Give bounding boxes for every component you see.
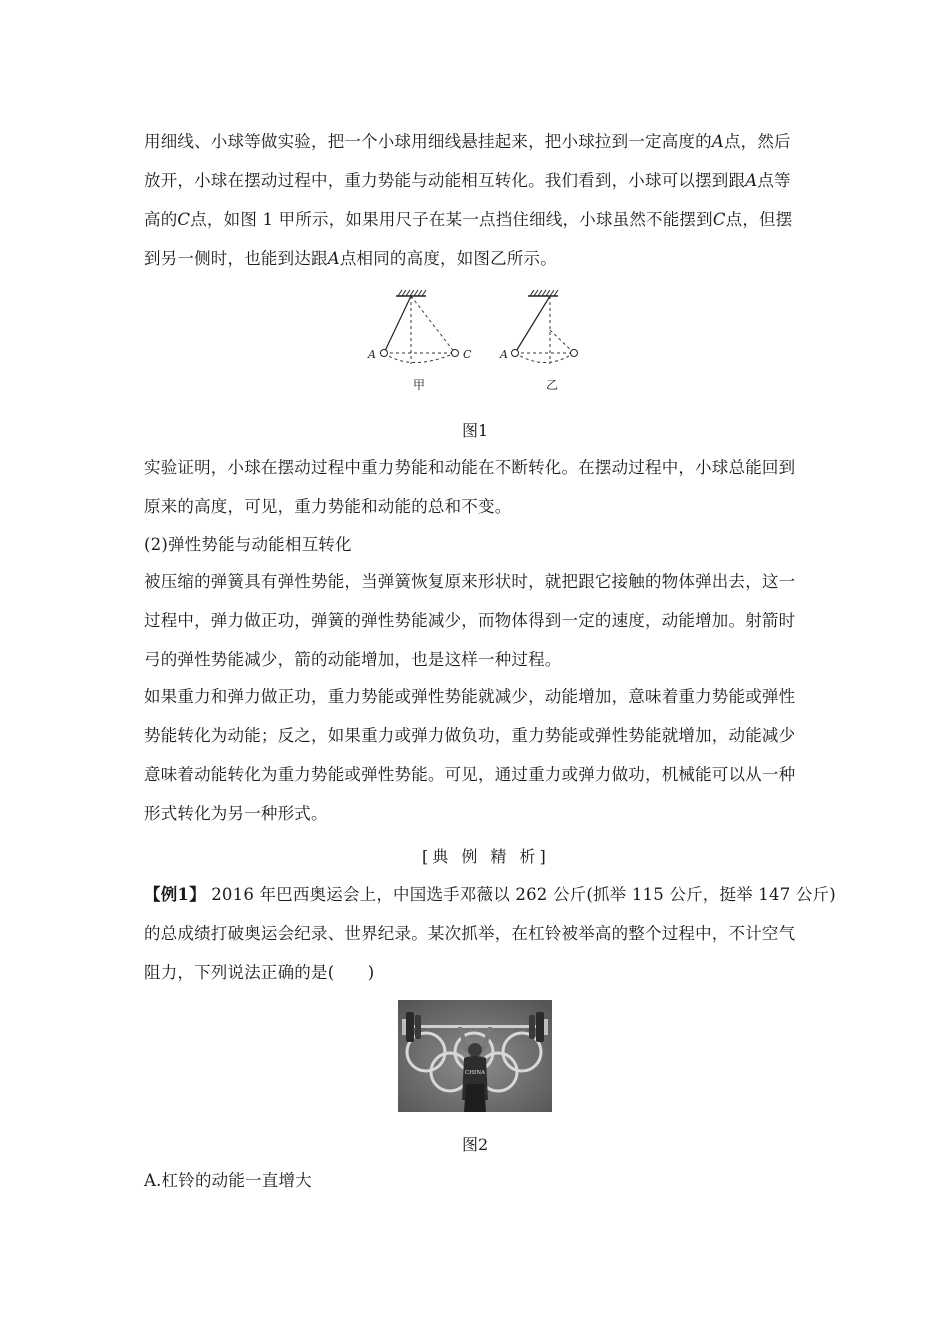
text-run: 2016 年巴西奥运会上，中国选手邓薇以 262 公斤(抓举 115 公斤，挺举 147 公斤)	[205, 885, 836, 904]
label-jia: 甲	[413, 378, 426, 392]
paragraph-line	[144, 169, 791, 193]
example-line	[144, 883, 836, 907]
weightlifter-photo	[398, 1000, 552, 1112]
section-heading: (2)弹性势能与动能相互转化	[144, 535, 352, 554]
figure-2-caption: 图2	[462, 1135, 489, 1154]
text-run: 到另一侧时，也能到达跟	[144, 249, 328, 268]
text-run: 点等	[757, 171, 791, 190]
label-yi: 乙	[546, 378, 559, 392]
figure-1-caption: 图1	[462, 421, 489, 440]
jersey-text: CHINA	[465, 1070, 485, 1076]
ball-right	[571, 350, 578, 357]
string-dashed-line	[411, 296, 455, 353]
text-run: 用细线、小球等做实验，把一个小球用细线悬挂起来，把小球拉到一定高度的	[144, 132, 712, 151]
string-line	[515, 296, 550, 353]
text-run: 点，但摆	[725, 210, 793, 229]
short-string-dashed-line	[550, 330, 574, 353]
ball-a	[381, 350, 388, 357]
paragraph-line: 意味着动能转化为重力势能或弹性势能。可见，通过重力或弹力做功，机械能可以从一种	[144, 765, 796, 784]
example-line: 阻力，下列说法正确的是( )	[144, 963, 375, 982]
paragraph-line: 势能转化为动能；反之，如果重力或弹力做负功，重力势能或弹性势能就增加，动能减少	[144, 726, 796, 745]
paragraph-line: 过程中，弹力做正功，弹簧的弹性势能减少，而物体得到一定的速度，动能增加。射箭时	[144, 611, 796, 630]
label-a: A	[368, 348, 376, 361]
paragraph-line: 如果重力和弹力做正功，重力势能或弹性势能就减少，动能增加，意味着重力势能或弹性	[144, 687, 796, 706]
point-label: C	[177, 210, 191, 229]
paragraph-line: 弓的弹性势能减少，箭的动能增加，也是这样一种过程。	[144, 650, 562, 669]
point-label: C	[712, 210, 726, 229]
paragraph-line: 被压缩的弹簧具有弹性势能，当弹簧恢复原来形状时，就把跟它接触的物体弹出去，这一	[144, 572, 796, 591]
paragraph-line: 实验证明，小球在摆动过程中重力势能和动能在不断转化。在摆动过程中，小球总能回到	[144, 458, 796, 477]
point-label: A	[711, 132, 724, 151]
section-title: [典 例 精 析]	[422, 847, 550, 866]
ball-c	[452, 350, 459, 357]
paragraph-line	[144, 130, 791, 154]
label-c: C	[463, 348, 472, 361]
point-label: A	[327, 249, 340, 268]
point-label: A	[745, 171, 758, 190]
text-run: 点，然后	[723, 132, 791, 151]
paragraph-line	[144, 247, 557, 271]
pendulum-yi	[499, 290, 578, 392]
example-tag: 【例1】	[144, 885, 206, 904]
text-run: 高的	[144, 210, 178, 229]
answer-option-a: A.杠铃的动能一直增大	[144, 1171, 312, 1190]
example-line: 的总成绩打破奥运会纪录、世界纪录。某次抓举，在杠铃被举高的整个过程中，不计空气	[144, 924, 796, 943]
text-run: 点相同的高度，如图乙所示。	[339, 249, 557, 268]
paragraph-line: 原来的高度，可见，重力势能和动能的总和不变。	[144, 497, 512, 516]
text-run: 放开，小球在摆动过程中，重力势能与动能相互转化。我们看到，小球可以摆到跟	[144, 171, 746, 190]
paragraph-line: 形式转化为另一种形式。	[144, 804, 328, 823]
pendulum-jia	[367, 290, 472, 392]
pendulum-figure	[360, 286, 600, 396]
swing-arc	[515, 353, 574, 363]
label-a: A	[500, 348, 508, 361]
text-run: 点，如图 1 甲所示，如果用尺子在某一点挡住细线，小球虽然不能摆到	[190, 210, 713, 229]
swing-arc	[384, 353, 455, 363]
ball-a	[512, 350, 519, 357]
paragraph-line	[144, 208, 792, 232]
string-line	[384, 296, 411, 353]
